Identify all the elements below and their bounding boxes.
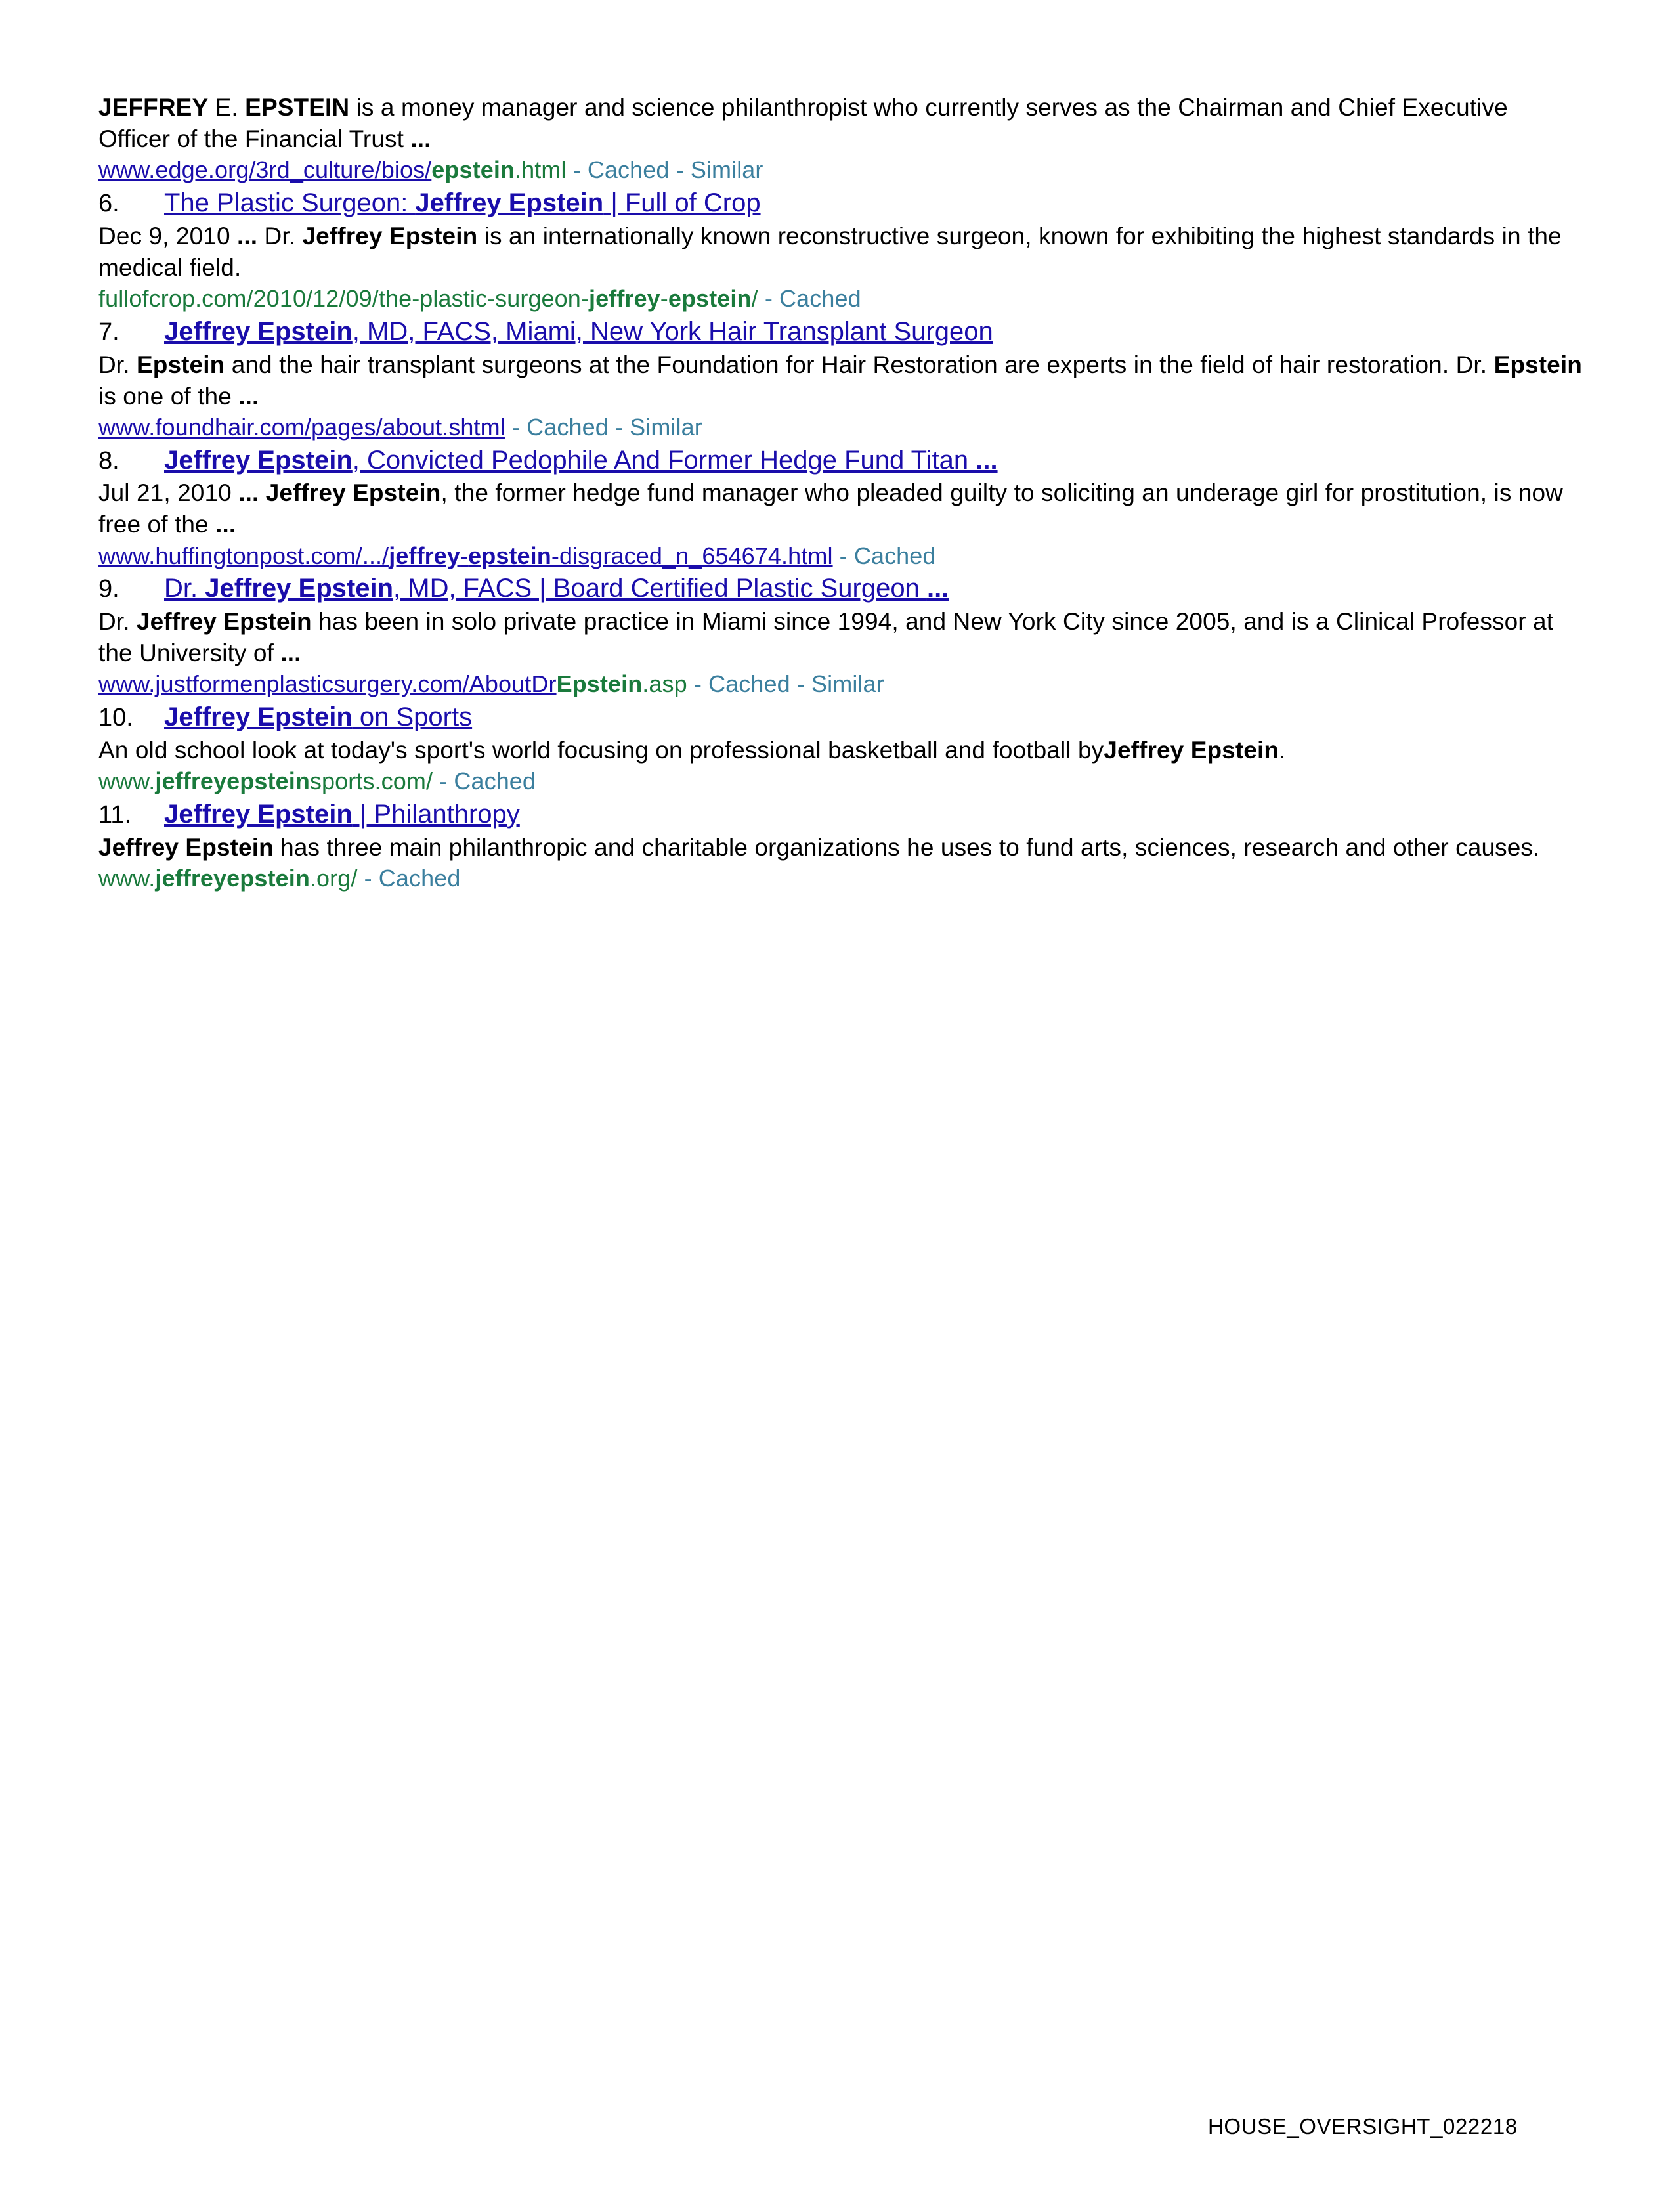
snippet-text: has been in solo private practice in Miami since 1994, and New York City since 2005, and is a Clinical Professor at the University of bbox=[98, 608, 1554, 667]
search-results-list bbox=[98, 92, 1582, 894]
result-number: 7. bbox=[98, 318, 119, 346]
title-bold: ... bbox=[976, 445, 998, 475]
snippet-bold: Epstein bbox=[136, 351, 225, 378]
result-title-row bbox=[98, 314, 1582, 349]
snippet-text: and the hair transplant surgeons at the Foundation for Hair Restoration are experts in the field of hair restoration. Dr. bbox=[225, 351, 1494, 378]
snippet-text: Jul 21, 2010 bbox=[98, 479, 239, 507]
result-number: 6. bbox=[98, 189, 119, 217]
snippet-text: Dr. bbox=[257, 222, 303, 249]
url-text[interactable]: .org/ bbox=[309, 864, 358, 892]
result-title-row bbox=[98, 797, 1582, 832]
snippet-text: An old school look at today's sport's world focusing on professional basketball and football by bbox=[98, 736, 1104, 764]
result-url[interactable] bbox=[98, 155, 1582, 186]
snippet-text: , the former hedge fund manager who pleaded guilty to soliciting an underage girl for prostitution, is now free of the bbox=[98, 479, 1563, 538]
snippet-text: is an internationally known reconstructive surgeon, known for exhibiting the highest standards in the medical field. bbox=[98, 222, 1562, 281]
url-keyword[interactable]: epstein bbox=[468, 542, 551, 569]
url-keyword[interactable]: jeffrey bbox=[389, 542, 461, 569]
result-url[interactable] bbox=[98, 284, 1582, 314]
snippet-bold: JEFFREY bbox=[98, 94, 209, 121]
title-text: Dr. bbox=[164, 574, 205, 603]
search-result-8 bbox=[98, 443, 1582, 572]
snippet-text: Dr. bbox=[98, 608, 137, 636]
result-title-link[interactable] bbox=[164, 186, 761, 221]
snippet-bold: ... bbox=[215, 511, 236, 538]
url-text[interactable]: fullofcrop.com/2010/12/09/the-plastic-surgeon- bbox=[98, 284, 590, 312]
result-title-row bbox=[98, 700, 1582, 735]
result-title-link[interactable] bbox=[164, 314, 993, 349]
title-text: , Convicted Pedophile And Former Hedge Fund Titan bbox=[352, 445, 976, 475]
url-text[interactable]: - bbox=[460, 542, 469, 569]
title-bold: Jeffrey Epstein bbox=[164, 799, 353, 829]
result-url[interactable] bbox=[98, 412, 1582, 443]
result-number: 11. bbox=[98, 800, 132, 829]
cached-links[interactable]: - Cached bbox=[357, 864, 461, 892]
url-keyword[interactable]: epstein bbox=[668, 284, 752, 312]
snippet-bold: Epstein bbox=[1493, 351, 1582, 378]
url-suffix[interactable]: .html bbox=[515, 156, 567, 184]
title-text: , MD, FACS, Miami, New York Hair Transplant Surgeon bbox=[352, 316, 993, 346]
snippet-bold: ... bbox=[238, 382, 259, 410]
result-title-link[interactable] bbox=[164, 797, 520, 832]
cached-links[interactable]: - Cached - Similar bbox=[687, 670, 884, 698]
snippet-text: Dec 9, 2010 bbox=[98, 222, 238, 249]
snippet-bold: Jeffrey Epstein bbox=[1104, 736, 1279, 764]
snippet-text: has three main philanthropic and charitable organizations he uses to fund arts, sciences, research and other causes. bbox=[273, 833, 1540, 861]
result-title-row bbox=[98, 186, 1582, 221]
result-title-row bbox=[98, 571, 1582, 606]
snippet-bold: Jeffrey Epstein bbox=[302, 222, 478, 249]
result-url[interactable] bbox=[98, 669, 1582, 700]
result-url[interactable] bbox=[98, 541, 1582, 572]
title-bold: Jeffrey Epstein bbox=[164, 316, 353, 346]
title-text: | Philanthropy bbox=[352, 799, 520, 829]
result-snippet bbox=[98, 606, 1582, 669]
snippet-text: . bbox=[1279, 736, 1286, 764]
snippet-bold: Jeffrey Epstein bbox=[265, 479, 441, 507]
search-result-9 bbox=[98, 571, 1582, 700]
cached-links[interactable]: - Cached bbox=[758, 284, 861, 312]
url-keyword[interactable]: Epstein bbox=[556, 670, 643, 698]
url-text[interactable]: www.justformenplasticsurgery.com/AboutDr bbox=[98, 670, 557, 698]
result-number: 8. bbox=[98, 446, 119, 475]
result-title-link[interactable] bbox=[164, 700, 472, 735]
result-snippet bbox=[98, 92, 1582, 155]
url-text[interactable]: / bbox=[751, 284, 758, 312]
snippet-bold: EPSTEIN bbox=[245, 94, 350, 121]
cached-links[interactable]: - Cached bbox=[433, 768, 536, 794]
result-snippet bbox=[98, 221, 1582, 284]
result-url[interactable] bbox=[98, 863, 1582, 894]
cached-links[interactable]: - Cached bbox=[832, 542, 936, 569]
url-text[interactable]: www.foundhair.com/pages/about.shtml bbox=[98, 413, 505, 441]
title-bold: Jeffrey Epstein bbox=[205, 574, 394, 603]
snippet-text bbox=[259, 479, 265, 506]
url-text[interactable]: - bbox=[660, 284, 668, 312]
title-bold: Jeffrey Epstein bbox=[415, 188, 604, 217]
title-text: The Plastic Surgeon: bbox=[164, 188, 416, 217]
title-bold: ... bbox=[926, 574, 949, 603]
url-text[interactable]: sports.com/ bbox=[309, 768, 433, 794]
result-number: 10. bbox=[98, 704, 133, 732]
search-result-6 bbox=[98, 186, 1582, 314]
result-number: 9. bbox=[98, 575, 119, 603]
url-text[interactable]: www.huffingtonpost.com/.../ bbox=[98, 542, 389, 569]
result-snippet bbox=[98, 735, 1582, 766]
cached-links[interactable]: - Cached - Similar bbox=[505, 413, 702, 441]
cached-links[interactable]: - Cached - Similar bbox=[566, 156, 763, 184]
snippet-text: E. bbox=[208, 94, 246, 121]
result-title-row bbox=[98, 443, 1582, 478]
url-text[interactable]: www. bbox=[98, 864, 156, 892]
url-text[interactable]: www.edge.org/3rd_culture/bios/ bbox=[98, 156, 432, 184]
search-result-10 bbox=[98, 700, 1582, 797]
bates-stamp: HOUSE_OVERSIGHT_022218 bbox=[1208, 2114, 1518, 2138]
snippet-text: is a money manager and science philanthropist who currently serves as the Chairman and Chief Executive Officer of the Financial Trust bbox=[98, 94, 1508, 153]
url-text[interactable]: -disgraced_n_654674.html bbox=[551, 542, 833, 569]
url-text[interactable]: www. bbox=[98, 768, 156, 794]
snippet-text: Dr. bbox=[98, 351, 137, 378]
snippet-text: is one of the bbox=[98, 382, 239, 410]
title-text: | Full of Crop bbox=[603, 188, 761, 217]
snippet-bold: Jeffrey Epstein bbox=[98, 833, 274, 861]
result-snippet bbox=[98, 477, 1582, 540]
result-title-link[interactable] bbox=[164, 571, 949, 606]
snippet-bold: ... bbox=[280, 640, 301, 667]
snippet-bold: ... bbox=[410, 125, 431, 153]
snippet-bold: ... bbox=[238, 479, 259, 507]
title-text: , MD, FACS | Board Certified Plastic Surgeon bbox=[393, 574, 927, 603]
title-bold: Jeffrey Epstein bbox=[164, 445, 353, 475]
snippet-bold: ... bbox=[237, 222, 258, 249]
url-keyword[interactable]: jeffreyepstein bbox=[155, 864, 310, 892]
title-text: on Sports bbox=[352, 703, 473, 732]
search-result-7 bbox=[98, 314, 1582, 443]
url-keyword[interactable]: jeffrey bbox=[589, 284, 660, 312]
snippet-bold: Jeffrey Epstein bbox=[136, 608, 312, 636]
url-keyword[interactable]: jeffreyepstein bbox=[155, 768, 310, 794]
title-bold: Jeffrey Epstein bbox=[164, 703, 353, 732]
result-snippet bbox=[98, 832, 1582, 863]
result-title-link[interactable] bbox=[164, 443, 998, 478]
result-snippet bbox=[98, 349, 1582, 412]
result-url[interactable] bbox=[98, 766, 1582, 797]
url-keyword[interactable]: epstein bbox=[431, 156, 515, 184]
url-text[interactable]: .asp bbox=[642, 670, 687, 698]
search-result-partial bbox=[98, 92, 1582, 186]
search-result-11 bbox=[98, 797, 1582, 894]
